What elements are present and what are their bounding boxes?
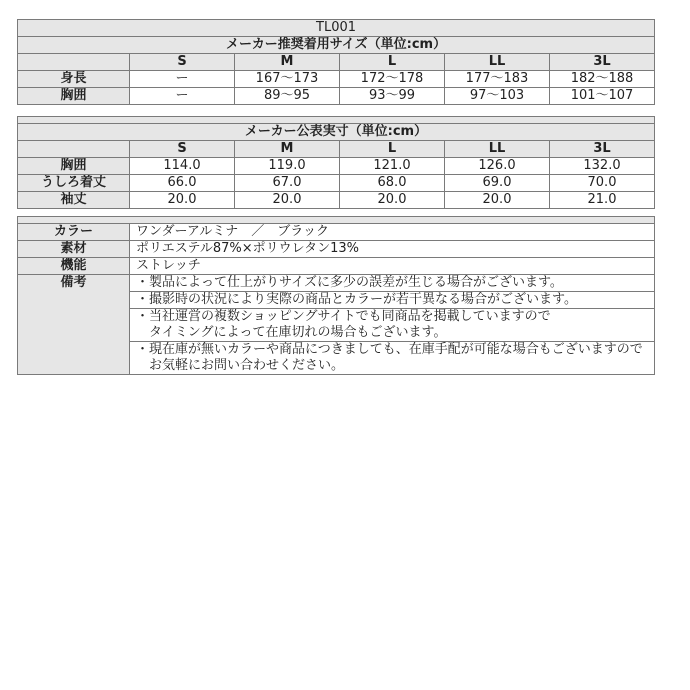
table-row — [18, 275, 655, 292]
table-cell: 66.0 — [130, 175, 235, 192]
actual-size-table — [17, 116, 655, 209]
function-label: 機能 — [18, 258, 130, 275]
table-cell: 68.0 — [340, 175, 445, 192]
size-header: M — [235, 54, 340, 71]
row-label: うしろ着丈 — [18, 175, 130, 192]
table-cell: 67.0 — [235, 175, 340, 192]
table-cell: 97～103 — [445, 88, 550, 105]
row-label: 胸囲 — [18, 88, 130, 105]
size-header: S — [130, 54, 235, 71]
table-cell: 126.0 — [445, 158, 550, 175]
notes-label: 備考 — [18, 275, 130, 375]
color-label: カラー — [18, 224, 130, 241]
table-cell: 177～183 — [445, 71, 550, 88]
size-header: 3L — [550, 54, 655, 71]
table-cell: 172～178 — [340, 71, 445, 88]
table-cell: 182～188 — [550, 71, 655, 88]
note-item — [130, 309, 655, 342]
material-value: ポリエステル87%×ポリウレタン13% — [130, 241, 655, 258]
size-header: LL — [445, 54, 550, 71]
table-cell: 121.0 — [340, 158, 445, 175]
table-row — [18, 175, 655, 192]
table-cell: 93～99 — [340, 88, 445, 105]
table-cell: 20.0 — [235, 192, 340, 209]
table-cell: 119.0 — [235, 158, 340, 175]
table-cell: 21.0 — [550, 192, 655, 209]
table-spacer — [18, 117, 655, 124]
note-line: ・当社運営の複数ショッピングサイトでも同商品を掲載していますので — [136, 309, 551, 324]
row-label: 身長 — [18, 71, 130, 88]
table-cell: 20.0 — [445, 192, 550, 209]
table-cell: ー — [130, 88, 235, 105]
recommended-size-table — [17, 19, 655, 105]
note-line: お気軽にお問い合わせください。 — [136, 358, 345, 373]
note-line: ・現在庫が無いカラーや商品につきましても、在庫手配が可能な場合もございますので — [136, 342, 643, 357]
table-cell: 167～173 — [235, 71, 340, 88]
table-cell: 20.0 — [340, 192, 445, 209]
table-row — [18, 192, 655, 209]
table-spacer — [18, 217, 655, 224]
table-cell: 70.0 — [550, 175, 655, 192]
recommended-size-title: メーカー推奨着用サイズ（単位:cm） — [18, 37, 655, 54]
note-item: ・製品によって仕上がりサイズに多少の誤差が生じる場合がございます。 — [130, 275, 655, 292]
table-row — [18, 158, 655, 175]
row-label: 胸囲 — [18, 158, 130, 175]
table-row — [18, 224, 655, 241]
actual-size-title: メーカー公表実寸（単位:cm） — [18, 124, 655, 141]
table-cell: 132.0 — [550, 158, 655, 175]
row-label: 袖丈 — [18, 192, 130, 209]
function-value: ストレッチ — [130, 258, 655, 275]
size-header: 3L — [550, 141, 655, 158]
table-cell: 89～95 — [235, 88, 340, 105]
note-item — [130, 342, 655, 375]
spec-table — [17, 216, 655, 375]
table-cell: 69.0 — [445, 175, 550, 192]
table-cell: 101～107 — [550, 88, 655, 105]
size-header: L — [340, 141, 445, 158]
table-row — [18, 88, 655, 105]
size-header: S — [130, 141, 235, 158]
table-row — [18, 71, 655, 88]
product-code: TL001 — [18, 20, 655, 37]
table-row — [18, 258, 655, 275]
header-empty-cell — [18, 54, 130, 71]
material-label: 素材 — [18, 241, 130, 258]
size-header: M — [235, 141, 340, 158]
table-cell: ー — [130, 71, 235, 88]
size-header: LL — [445, 141, 550, 158]
header-empty-cell — [18, 141, 130, 158]
note-item: ・撮影時の状況により実際の商品とカラーが若干異なる場合がございます。 — [130, 292, 655, 309]
size-header: L — [340, 54, 445, 71]
table-cell: 114.0 — [130, 158, 235, 175]
table-cell: 20.0 — [130, 192, 235, 209]
table-row — [18, 241, 655, 258]
note-line: タイミングによって在庫切れの場合もございます。 — [136, 325, 447, 340]
color-value: ワンダーアルミナ ／ ブラック — [130, 224, 655, 241]
